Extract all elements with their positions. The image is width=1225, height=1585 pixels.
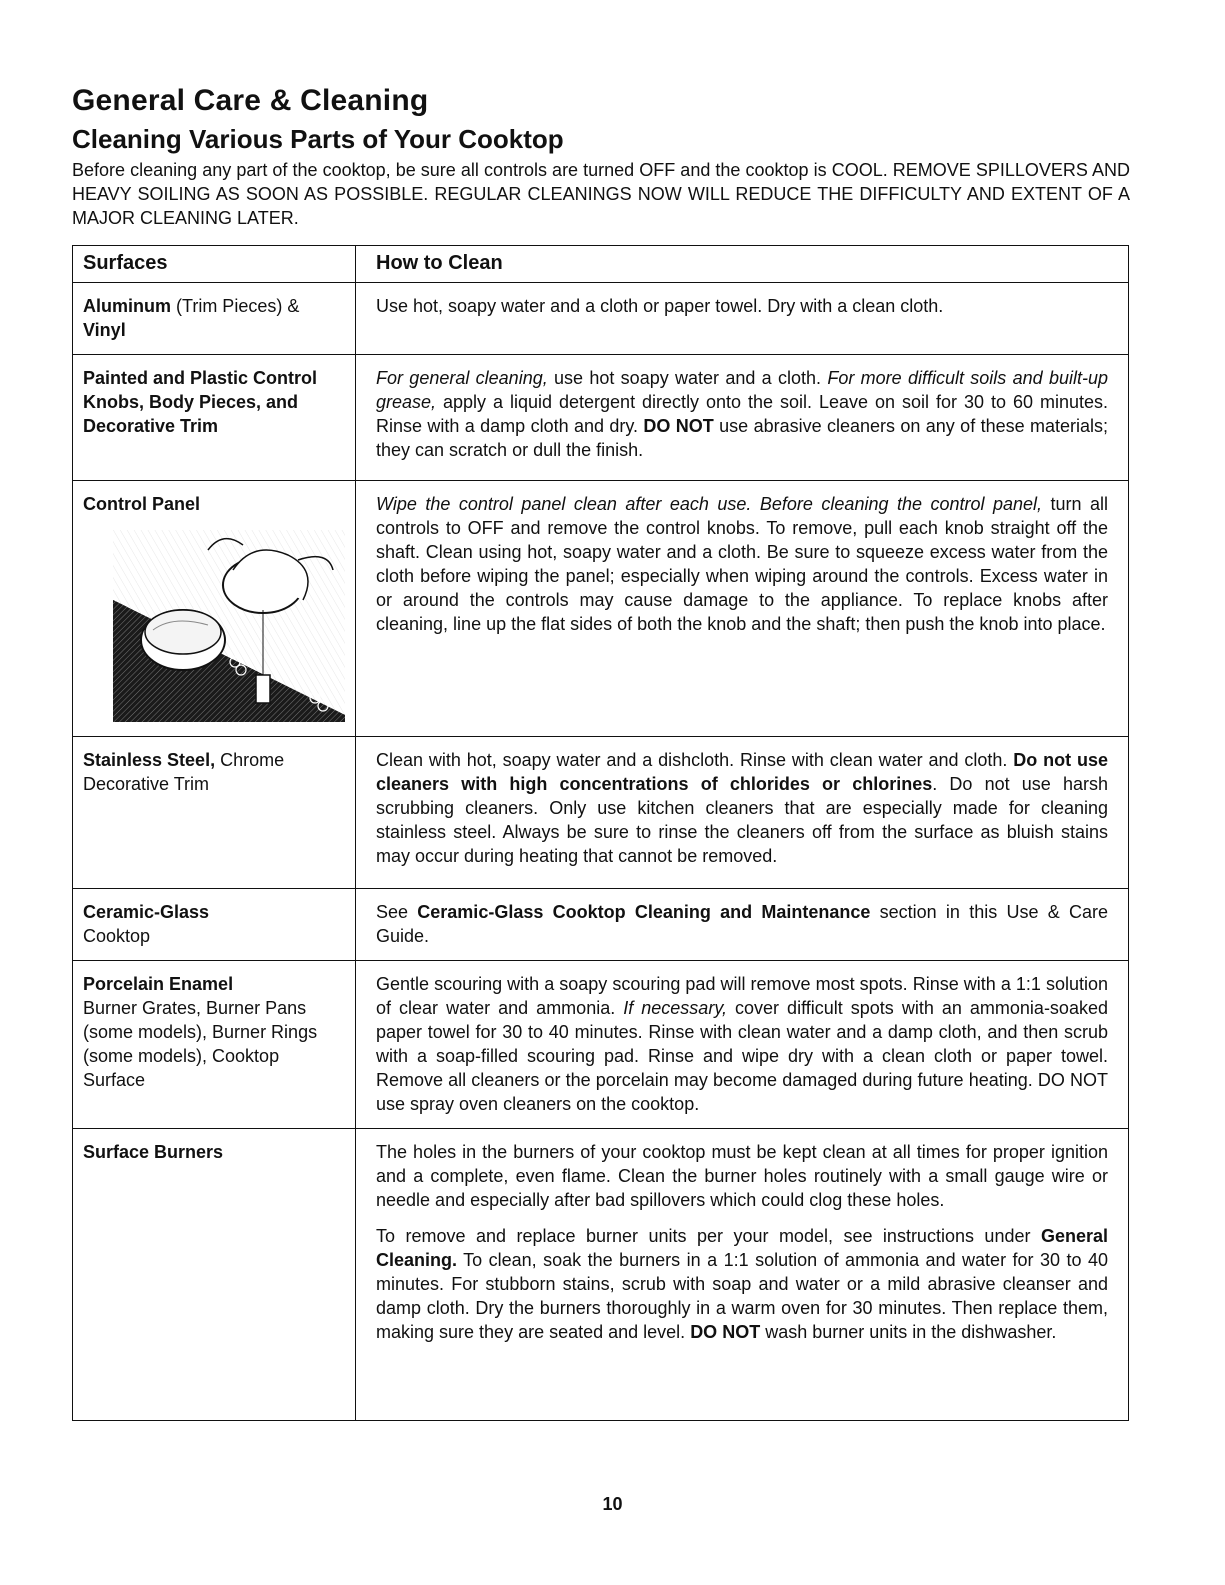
cleaning-table: [72, 245, 1129, 1421]
surface-cell: [73, 481, 356, 737]
instruction-warning: DO NOT: [643, 416, 714, 436]
instruction-text: Use hot, soapy water and a cloth or paper towel. Dry with a clean cloth.: [376, 296, 944, 316]
how-to-clean-cell: [356, 283, 1129, 355]
instruction-text: turn all controls to OFF and remove the control knobs. To remove, pull each knob straight off the shaft. Clean using hot, soapy water and a cloth. Be sure to squeeze excess water from the cloth before wiping the panel; especially when wiping around the controls. Excess water in or around the controls may cause damage to the appliance. To replace knobs after cleaning, line up the flat sides of both the knob and the shaft; then push the knob into place.: [376, 494, 1109, 634]
how-to-clean-cell: [356, 961, 1129, 1129]
page-header: [72, 84, 1130, 230]
instruction-text: Gentle scouring with a soapy scouring pad will remove most spots. Rinse with a 1:1 solution of clear water and ammonia.: [376, 974, 1108, 1018]
table-header-row: [73, 246, 1129, 283]
surface-cell: [73, 961, 356, 1129]
instruction-paragraph: [376, 1224, 1108, 1344]
surface-name: Painted and Plastic Control Knobs, Body Pieces, and Decorative Trim: [83, 368, 318, 436]
surface-detail: Burner Grates, Burner Pans (some models), Burner Rings (some models), Cooktop Surface: [83, 998, 318, 1090]
instruction-paragraph: The holes in the burners of your cooktop must be kept clean at all times for proper ignition and a complete, even flame. Clean the burner holes routinely with a small gauge wire or needle and especially after bad spillovers which could clog these holes.: [376, 1142, 1108, 1210]
instruction-text: To clean, soak the burners in a 1:1 solution of ammonia and water for 30 to 40 minutes. For stubborn stains, scrub with soap and water or a mild abrasive cleanser and damp cloth. Dry the burners thoroughly in a warm oven for 30 minutes. Then replace them, making sure they are seated and level.: [376, 1250, 1108, 1342]
instruction-text: use hot soapy water and a cloth.: [547, 368, 828, 388]
how-to-clean-cell: [356, 737, 1129, 889]
instruction-text: section in this Use & Care Guide.: [376, 902, 1108, 946]
surface-name: Ceramic-Glass: [83, 902, 210, 922]
table-row: [73, 737, 1129, 889]
surface-detail: Chrome Decorative Trim: [83, 750, 285, 794]
surface-name: Vinyl: [83, 320, 126, 340]
surface-cell: [73, 1129, 356, 1421]
section-reference: Ceramic-Glass Cooktop Cleaning and Maintenance: [417, 902, 871, 922]
instruction-text: apply a liquid detergent directly onto the soil. Leave on soil for 30 to 60 minutes. Rinse with a damp cloth and dry.: [376, 392, 1108, 436]
how-to-clean-cell: [356, 1129, 1129, 1421]
instruction-warning: Do not use cleaners with high concentrations of chlorides or chlorines: [376, 750, 1109, 794]
how-to-clean-cell: [356, 481, 1129, 737]
surface-name: Porcelain Enamel: [83, 974, 234, 994]
surface-name: Surface Burners: [83, 1142, 224, 1162]
table-row: [73, 283, 1129, 355]
intro-paragraph: Before cleaning any part of the cooktop, be sure all controls are turned OFF and the cooktop is COOL. REMOVE SPILLOVERS AND HEAVY SOILING AS SOON AS POSSIBLE. REGULAR CLEANINGS NOW WILL REDUCE THE DIFFICULTY AND EXTENT OF A MAJOR CLEANING LATER.: [72, 160, 1130, 228]
instruction-text: See: [376, 902, 418, 922]
instruction-italic: If necessary,: [623, 998, 727, 1018]
instruction-text: wash burner units in the dishwasher.: [760, 1322, 1057, 1342]
instruction-text: use abrasive cleaners on any of these materials; they can scratch or dull the finish.: [376, 416, 1108, 460]
table-row: [73, 889, 1129, 961]
header-how-to-clean: How to Clean: [356, 246, 1129, 283]
page-number: 10: [602, 1494, 623, 1514]
instruction-italic: For more difficult soils and built-up grease,: [376, 368, 1108, 412]
surface-cell: [73, 889, 356, 961]
section-reference: General Cleaning.: [376, 1226, 1108, 1270]
surface-detail: Cooktop: [83, 926, 151, 946]
instruction-italic: For general cleaning,: [376, 368, 548, 388]
surface-cell: [73, 283, 356, 355]
how-to-clean-cell: [356, 889, 1129, 961]
page-title: General Care & Cleaning: [72, 84, 429, 117]
table-row: [73, 961, 1129, 1129]
instruction-text: . Do not use harsh scrubbing cleaners. Only use kitchen cleaners that are especially made for cleaning stainless steel. Always be sure to rinse the cleaners off from the surface as bluish stains may occur during heating that cannot be removed.: [376, 774, 1108, 866]
surface-name: Aluminum: [83, 296, 171, 316]
control-knob-illustration: [113, 530, 345, 722]
table-row: [73, 1129, 1129, 1421]
table-row: [73, 481, 1129, 737]
how-to-clean-cell: [356, 355, 1129, 481]
section-title: Cleaning Various Parts of Your Cooktop: [72, 124, 564, 154]
surface-cell: [73, 737, 356, 889]
instruction-text: cover difficult spots with an ammonia-soaked paper towel for 30 to 40 minutes. Rinse with clean water and a damp cloth, and then scrub with a soap-filled scouring pad. Rinse and wipe dry with a clean cloth or paper towel. Remove all cleaners or the porcelain may become damaged during future heating. DO NOT use spray oven cleaners on the cooktop.: [376, 998, 1108, 1114]
instruction-text: To remove and replace burner units per your model, see instructions under: [376, 1226, 1041, 1246]
instruction-italic: Wipe the control panel clean after each use. Before cleaning the control panel,: [376, 494, 1043, 514]
instruction-text: Clean with hot, soapy water and a dishcloth. Rinse with clean water and cloth.: [376, 750, 1014, 770]
surface-name: Stainless Steel,: [83, 750, 216, 770]
instruction-warning: DO NOT: [690, 1322, 761, 1342]
surface-name: Control Panel: [83, 494, 201, 514]
table-row: [73, 355, 1129, 481]
header-surfaces: Surfaces: [73, 246, 356, 283]
surface-detail: (Trim Pieces) &: [171, 296, 300, 316]
surface-cell: [73, 355, 356, 481]
